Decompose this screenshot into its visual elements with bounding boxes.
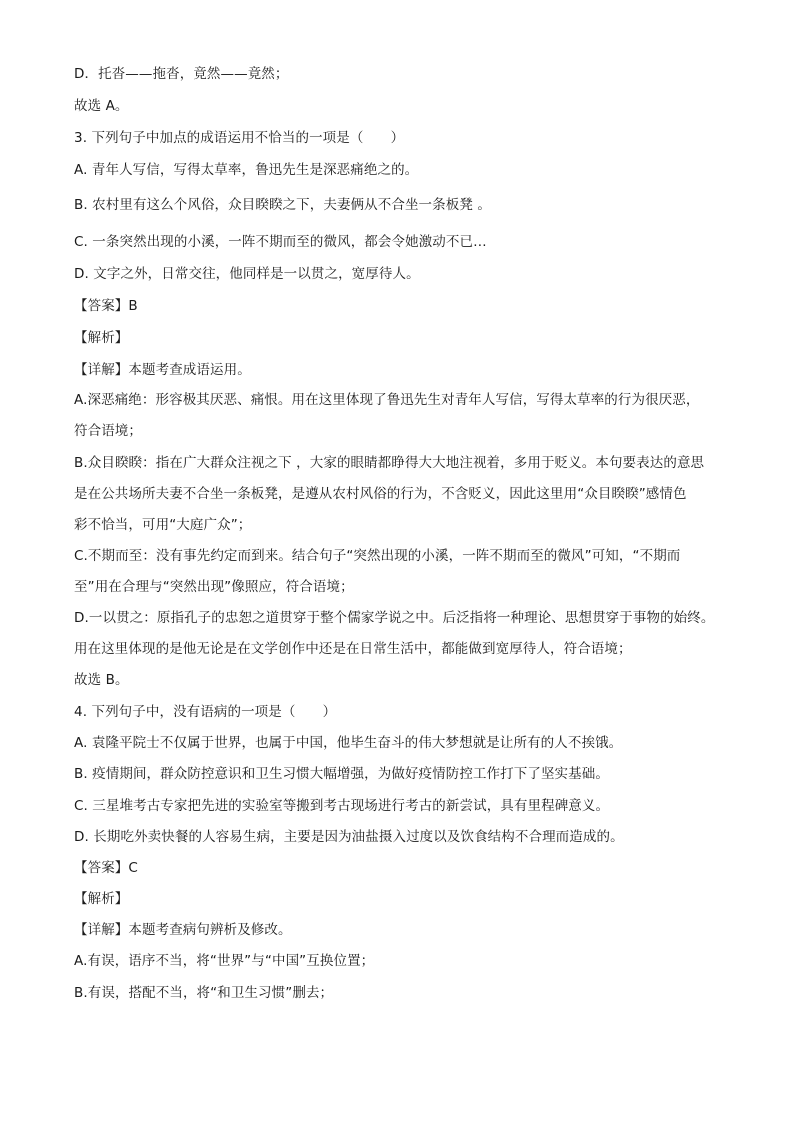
option-c: C. 一条突然出现的小溪，一阵不期而至的微风，都会令她激动不已… [74, 234, 487, 250]
text-line: C.不期而至：没有事先约定而到来。结合句子“突然出现的小溪，一阵不期而至的微风”可知，“不期而 [74, 548, 681, 564]
option-a: A. 袁隆平院士不仅属于世界，也属于中国，他毕生奋斗的伟大梦想就是让所有的人不挨饿。 [74, 735, 623, 751]
text-line: 是在公共场所夫妻不合坐一条板凳，是遵从农村风俗的行为，不含贬义，因此这里用“众目睽睽”感情色 [74, 486, 687, 502]
text-line: 故选 B。 [74, 672, 129, 688]
analysis-label: 【解析】 [74, 891, 129, 907]
answer-label: 【答案】C [74, 860, 138, 876]
text-line: A.有误，语序不当，将“世界”与“中国”互换位置； [74, 953, 375, 969]
detail-label: 【详解】本题考查成语运用。 [74, 362, 251, 378]
option-b: B. 农村里有这么个风俗，众目睽睽之下，夫妻俩从不合坐一条板凳 。 [74, 197, 491, 213]
text-line: D.一以贯之：原指孔子的忠恕之道贯穿于整个儒家学说之中。后泛指将一种理论、思想贯穿于事物的始终。 [74, 610, 715, 626]
text-line: D．托沓——拖沓，竟然——竟然； [74, 66, 289, 82]
option-b: B. 疫情期间，群众防控意识和卫生习惯大幅增强，为做好疫情防控工作打下了坚实基础。 [74, 766, 609, 782]
text-line: 故选 A。 [74, 98, 129, 114]
text-line: A.深恶痛绝：形容极其厌恶、痛恨。用在这里体现了鲁迅先生对青年人写信，写得太草率的行为很厌恶， [74, 392, 700, 408]
text-line: 彩不恰当，可用“大庭广众”； [74, 517, 252, 533]
text-line: B.众目睽睽：指在广大群众注视之下 ，大家的眼睛都睁得大大地注视着，多用于贬义。本句要表达的意思 [74, 455, 705, 471]
option-d: D. 文字之外，日常交往，他同样是一以贯之，宽厚待人。 [74, 266, 420, 282]
analysis-label: 【解析】 [74, 330, 129, 346]
text-line: B.有误，搭配不当，将“和卫生习惯”删去； [74, 985, 334, 1001]
option-c: C. 三星堆考古专家把先进的实验室等搬到考古现场进行考古的新尝试，具有里程碑意义。 [74, 798, 610, 814]
text-line: 符合语境； [74, 423, 142, 439]
question-4: 4. 下列句子中，没有语病的一项是（ ） [74, 704, 337, 720]
detail-label: 【详解】本题考查病句辨析及修改。 [74, 922, 292, 938]
option-d: D. 长期吃外卖快餐的人容易生病，主要是因为油盐摄入过度以及饮食结构不合理而造成的。 [74, 829, 624, 845]
question-3: 3. 下列句子中加点的成语运用不恰当的一项是（ ） [74, 130, 405, 146]
text-line: 至”用在合理与“突然出现”像照应，符合语境； [74, 579, 354, 595]
text-line: 用在这里体现的是他无论是在文学创作中还是在日常生活中，都能做到宽厚待人，符合语境； [74, 641, 632, 657]
answer-label: 【答案】B [74, 298, 138, 314]
option-a: A. 青年人写信，写得太草率，鲁迅先生是深恶痛绝之的。 [74, 162, 419, 178]
